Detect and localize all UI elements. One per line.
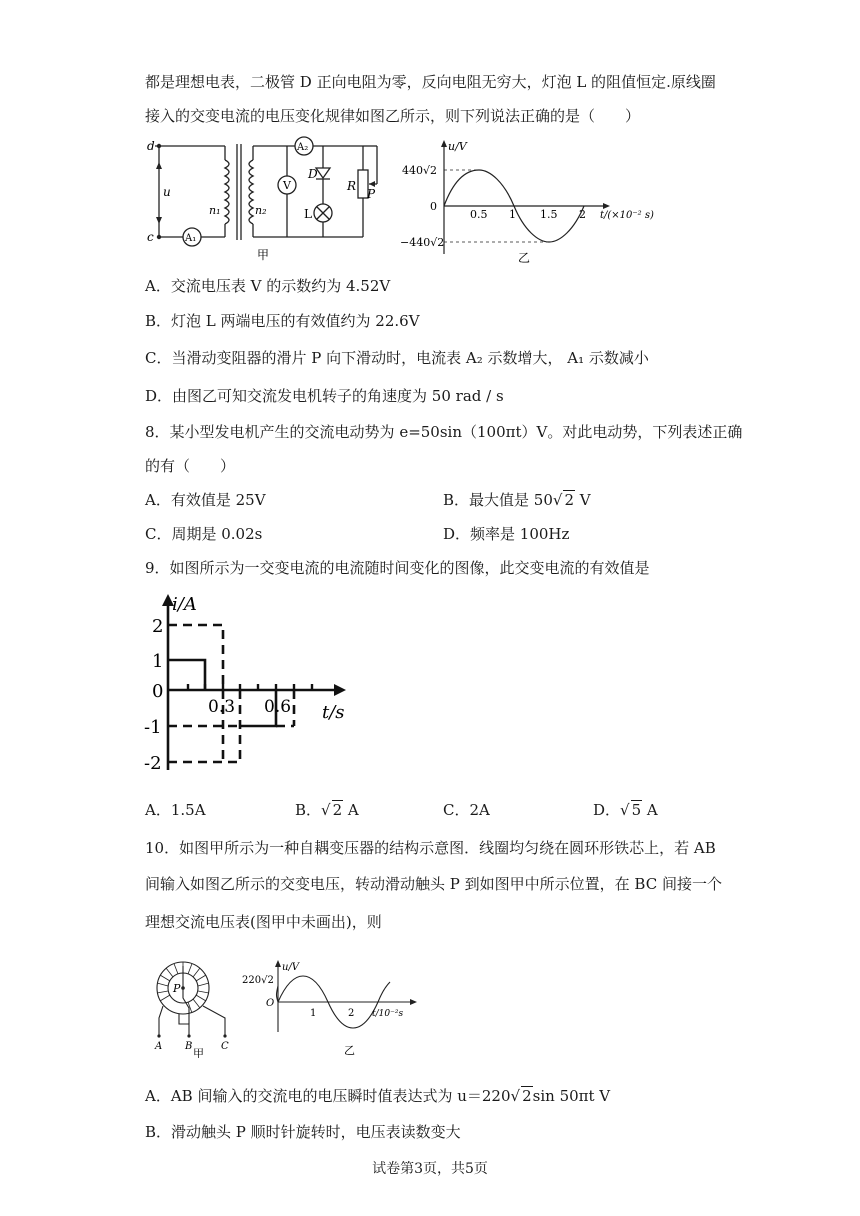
q10-stem-3: 理想交流电压表(图甲中未画出)，则 bbox=[145, 913, 382, 931]
q9-ytick-0: 0 bbox=[152, 681, 164, 702]
label-diode: D bbox=[308, 167, 318, 181]
figure-voltage-graph bbox=[400, 134, 660, 266]
label-n2: n₂ bbox=[255, 204, 267, 217]
q10-stem-2: 间输入如图乙所示的交变电压，转动滑动触头 P 到如图甲中所示位置，在 BC 间接一个 bbox=[145, 875, 722, 893]
q9-stem: 9．如图所示为一交变电流的电流随时间变化的图像，此交变电流的有效值是 bbox=[145, 559, 650, 577]
graph-origin: 0 bbox=[430, 200, 437, 213]
q8-stem-2: 的有（ ） bbox=[145, 457, 236, 475]
q9-option-b-unit: A bbox=[347, 801, 359, 819]
q9-option-b-radicand: 2 bbox=[332, 801, 343, 819]
q8-option-d: D．频率是 100Hz bbox=[443, 525, 570, 543]
q10-graph-caption: 乙 bbox=[344, 1044, 355, 1057]
figure-autotransformer bbox=[145, 958, 240, 1058]
q9-option-d-text: D． bbox=[593, 801, 621, 819]
q7-option-a: A．交流电压表 V 的示数约为 4.52V bbox=[145, 277, 391, 295]
q10-graph-xlabel: t/10⁻²s bbox=[372, 1009, 404, 1019]
xtick-2: 2 bbox=[579, 208, 586, 221]
q7-option-b: B．灯泡 L 两端电压的有效值约为 22.6V bbox=[145, 312, 420, 330]
q10-xtick-2: 2 bbox=[348, 1008, 355, 1019]
q10-option-a: A．AB 间输入的交流电的电压瞬时值表达式为 u＝220√ 2sin 50πt V bbox=[145, 1087, 611, 1105]
q8-option-b-radicand: 2 bbox=[564, 491, 574, 509]
q10-graph-ylabel: u/V bbox=[282, 962, 300, 973]
toroid-label-c: C bbox=[221, 1041, 229, 1052]
q8-option-a: A．有效值是 25V bbox=[145, 491, 266, 509]
label-u: u bbox=[163, 185, 171, 199]
q9-option-d-unit: A bbox=[646, 801, 658, 819]
q9-ytick-neg2: -2 bbox=[144, 753, 162, 774]
q10-option-a-radicand: 2 bbox=[522, 1087, 532, 1105]
page-footer: 试卷第3页，共5页 bbox=[372, 1161, 488, 1177]
q10-xtick-1: 1 bbox=[310, 1008, 317, 1019]
q8-option-c: C．周期是 0.02s bbox=[145, 525, 263, 543]
label-a2: A₂ bbox=[297, 142, 309, 153]
toroid-label-b: B bbox=[185, 1041, 193, 1052]
caption-jia: 甲 bbox=[257, 248, 270, 262]
q8-option-b-text: B．最大值是 50 bbox=[443, 491, 553, 509]
q10-graph-ytick: 220√2 bbox=[242, 975, 274, 986]
q8-stem-1: 8．某小型发电机产生的交流电动势为 e=50sin（100πt）V。对此电动势，下列表述正确 bbox=[145, 423, 743, 441]
q9-option-d-radicand: 5 bbox=[631, 801, 642, 819]
q8-option-b-unit: V bbox=[579, 491, 591, 509]
label-a1: A₁ bbox=[185, 233, 197, 244]
q9-option-d: D．√ 5 A bbox=[593, 801, 658, 819]
ytick-bottom: −440√2 bbox=[400, 236, 445, 249]
intro-line-1: 都是理想电表，二极管 D 正向电阻为零，反向电阻无穷大，灯泡 L 的阻值恒定.原线圈 bbox=[145, 73, 716, 91]
q10-option-a-text: A．AB 间输入的交流电的电压瞬时值表达式为 u＝220 bbox=[145, 1087, 511, 1105]
label-p: P bbox=[367, 187, 376, 201]
label-r: R bbox=[347, 179, 357, 193]
q10-option-b: B．滑动触头 P 顺时针旋转时，电压表读数变大 bbox=[145, 1123, 461, 1141]
q9-xtick-0-6: 0.6 bbox=[264, 697, 292, 717]
figure-transformer-circuit bbox=[145, 132, 395, 267]
toroid-label-p: P bbox=[173, 982, 181, 995]
q9-ylabel: i/A bbox=[172, 594, 197, 615]
q10-option-a-tail: sin 50πt V bbox=[532, 1087, 611, 1105]
q9-option-b: B．√ 2 A bbox=[295, 801, 359, 819]
graph-ylabel: u/V bbox=[448, 140, 467, 153]
toroid-label-a: A bbox=[155, 1041, 163, 1052]
graph-xlabel: t/(×10⁻² s) bbox=[600, 210, 654, 221]
q9-ytick-1: 1 bbox=[152, 651, 164, 672]
q7-option-c: C．当滑动变阻器的滑片 P 向下滑动时，电流表 A₂ 示数增大， A₁ 示数减小 bbox=[145, 349, 649, 367]
q10-graph-origin: O bbox=[266, 998, 275, 1009]
toroid-caption: 甲 bbox=[193, 1047, 204, 1058]
figure-current-graph bbox=[140, 590, 370, 780]
label-c: c bbox=[147, 230, 154, 244]
q9-ytick-neg1: -1 bbox=[144, 717, 162, 738]
q9-option-b-text: B． bbox=[295, 801, 322, 819]
figure-q10-voltage-graph bbox=[240, 958, 420, 1058]
intro-line-2: 接入的交变电流的电压变化规律如图乙所示，则下列说法正确的是（ ） bbox=[145, 107, 641, 125]
q9-xlabel: t/s bbox=[322, 702, 345, 723]
q8-option-b: B．最大值是 50√ 2 V bbox=[443, 491, 591, 509]
label-d: d bbox=[147, 139, 155, 153]
xtick-1: 1 bbox=[509, 208, 516, 221]
label-lamp: L bbox=[304, 207, 312, 221]
xtick-1-5: 1.5 bbox=[540, 208, 558, 221]
caption-yi: 乙 bbox=[518, 251, 531, 265]
q7-option-d: D．由图乙可知交流发电机转子的角速度为 50 rad / s bbox=[145, 387, 504, 405]
q9-ytick-2: 2 bbox=[152, 616, 164, 637]
q10-stem-1: 10．如图甲所示为一种自耦变压器的结构示意图．线圈均匀绕在圆环形铁芯上，若 AB bbox=[145, 839, 716, 857]
xtick-0-5: 0.5 bbox=[470, 208, 488, 221]
ytick-top: 440√2 bbox=[402, 164, 438, 177]
q9-option-a: A．1.5A bbox=[145, 801, 206, 819]
q9-xtick-0-3: 0.3 bbox=[208, 697, 236, 717]
label-n1: n₁ bbox=[209, 204, 221, 217]
q9-option-c: C．2A bbox=[443, 801, 490, 819]
label-v: V bbox=[283, 179, 291, 192]
